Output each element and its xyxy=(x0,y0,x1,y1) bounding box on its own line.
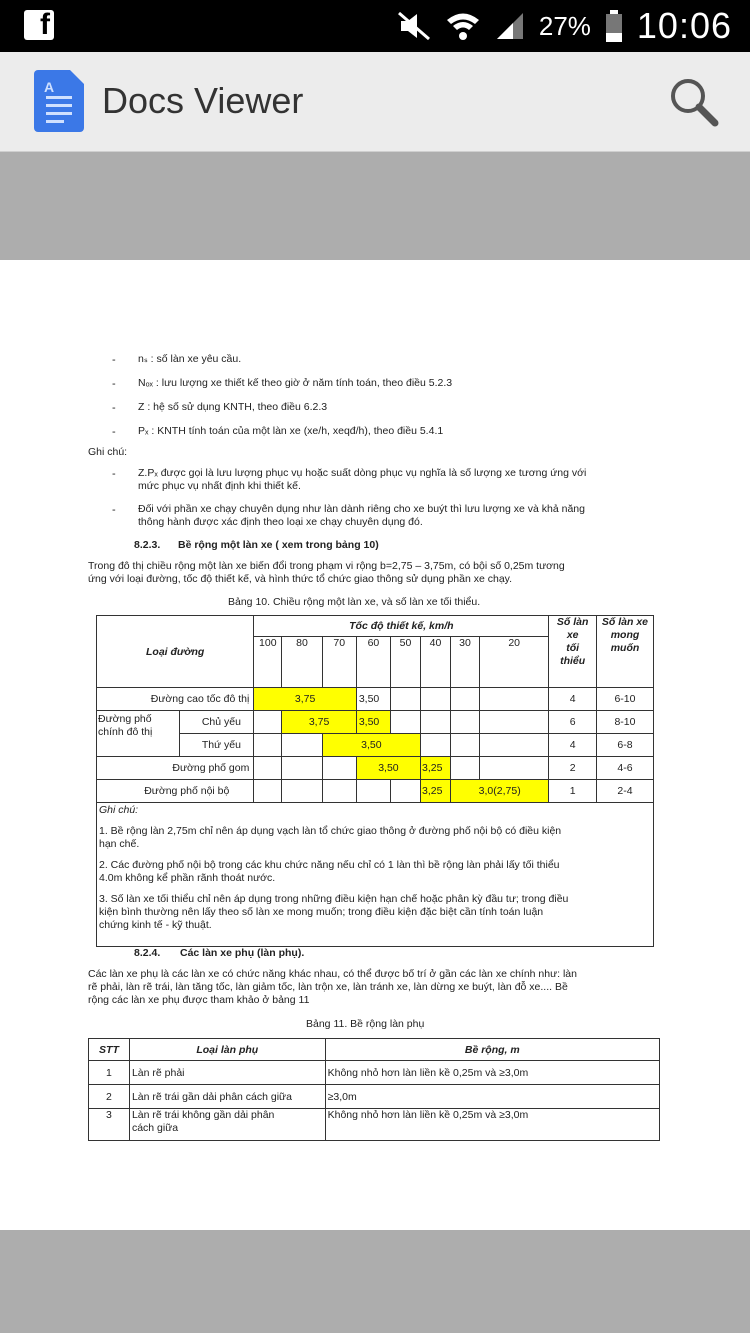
header-min-lanes: Số làn xe tối thiểu xyxy=(549,616,597,688)
table10-caption: Bảng 10. Chiều rộng một làn xe, và số làn xe tối thiểu. xyxy=(228,596,481,608)
battery-percent: 27% xyxy=(538,10,591,41)
header-speed: Tốc độ thiết kế, km/h xyxy=(254,616,549,637)
header-width: Bề rộng, m xyxy=(325,1039,659,1061)
table-row: Đường phố chính đô thị Chủ yếu 3,75 3,50 6 8-10 xyxy=(97,711,654,734)
table-notes-row: Ghi chú: 1. Bề rộng làn 2,75m chỉ nên áp dụng vạch làn tổ chức giao thông ở đường phố nội bộ có điều kiện hạn chế. 2. Các đường phố nội bộ trong các khu chức năng nếu chỉ có 1 làn thì bề rộng làn phải lấy tối thiểu 4.0m không kể phần rãnh thoát nước. 3. Số làn xe tối thiểu chỉ nên áp dụng trong những điều kiện hạn chế hoặc phân kỳ đầu tư; trong điều kiện bình thường nên lấy theo số làn xe mong muốn; trong điều kiện đặc biệt cần tính toán luận chứng kinh tế - kỹ thuật. xyxy=(97,803,654,947)
note-2-line-2: thông hành được xác định theo loại xe chạy chuyên dụng đó. xyxy=(138,516,423,528)
table-10 xyxy=(96,615,654,947)
section-number-2: 8.2.4. xyxy=(134,947,161,959)
bullet-px: Pₓ : KNTH tính toán của một làn xe (xe/h, xeqđ/h), theo điều 5.4.1 xyxy=(138,425,444,437)
header-desired-lanes: Số làn xe mong muốn xyxy=(596,616,653,688)
bullet-nox: Nₒₓ : lưu lượng xe thiết kế theo giờ ở năm tính toán, theo điều 5.2.3 xyxy=(138,377,453,389)
status-bar xyxy=(0,0,750,52)
header-stt: STT xyxy=(89,1039,130,1061)
document-page[interactable]: - nₛ : số làn xe yêu cầu. - Nₒₓ : lưu lượng xe thiết kế theo giờ ở năm tính toán, theo điều 5.2.3 - Z : hệ số sử dụng KNTH, theo điều 6.2.3 - Pₓ : KNTH tính toán của một làn xe (xe/h, xeqđ/h), theo điều 5.4.1 Ghi chú: - Z.Pₓ được gọi là lưu lượng phục vụ hoặc suất dòng phục vụ nghĩa là số lượng xe tương ứng với mức phục vụ nhất định khi thiết kế. - Đối với phần xe chạy chuyên dụng như làn dành riêng cho xe buýt thì lưu lượng xe và khả năng thông hành được xác định theo loại xe chạy chuyên dụng đó. 8.2.3. Bề rộng một làn xe ( xem trong bảng 10) Trong đô thị chiều rộng một làn xe biến đổi trong phạm vi rộng b=2,75 – 3,75m, có bội số 0,25m tương ứng với loại đường, tốc độ thiết kế, và hình thức tổ chức giao thông sử dụng phần xe chạy. Bảng 10. Chiều rộng một làn xe, và số làn xe tối thiểu. Loại đường Tốc độ thiết kế, km/h Số làn xe tối thiểu Số làn xe mong muốn 100 80 70 60 50 40 30 20 Đường cao tốc đô thị 3,75 3,50 4 6-10 Đường phố chính đô thị Chủ yếu 3,75 3,50 6 8-10 Thứ yếu 3,50 4 6-8 Đường phố gom 3,50 3,25 2 4-6 Đường phố nội bộ 3,25 3,0(2,75) 1 2-4 Ghi chú: 1. Bề rộng làn 2,75m chỉ nên áp dụng vạch làn tổ chức giao thông ở đường phố nội bộ có điều kiện hạn chế. 2. Các đường phố nội bộ trong các khu chức năng nếu chỉ có 1 làn thì bề rộng làn phải lấy tối thiểu 4.0m không kể phần rãnh thoát nước. 3. Số làn xe tối thiểu chỉ nên áp dụng trong những điều kiện hạn chế hoặc phân kỳ đầu tư; trong điều kiện bình thường nên lấy theo số làn xe mong muốn; trong điều kiện đặc biệt cần tính toán luận chứng kinh tế - kỹ thuật. 8.2.4. Các làn xe phụ (làn phụ). Các làn xe phụ là các làn xe có chức năng khác nhau, có thể được bố trí ở gần các làn xe chính như: làn rẽ phải, làn rẽ trái, làn tăng tốc, làn giảm tốc, làn trộn xe, làn tránh xe, làn dừng xe buýt, làn đỗ xe.... Bề rộng các làn xe phụ được tham khảo ở bảng 11 Bảng 11. Bề rộng làn phụ STT Loại làn phụ Bề rộng, m 1 Làn rẽ phải Không nhỏ hơn làn liền kề 0,25m và ≥3,0m 2 Làn rẽ trái gần dải phân cách giữa ≥3,0m 3 Làn rẽ trái không gần dải phân cách giữa Không nhỏ hơn làn liền kề 0,25m và ≥3,0m xyxy=(0,260,750,1230)
speed-80: 80 xyxy=(282,637,322,688)
table-row: Thứ yếu 3,50 4 6-8 xyxy=(97,734,654,757)
note-1-line-2: mức phục vụ nhất định khi thiết kế. xyxy=(138,480,301,492)
table-11 xyxy=(88,1038,660,1141)
table-row: 3 Làn rẽ trái không gần dải phân cách giữa Không nhỏ hơn làn liền kề 0,25m và ≥3,0m xyxy=(89,1109,660,1141)
bullet-z: Z : hệ số sử dụng KNTH, theo điều 6.2.3 xyxy=(138,401,328,413)
para-line-2: ứng với loại đường, tốc độ thiết kế, và hình thức tổ chức giao thông sử dụng phần xe chạy. xyxy=(88,573,513,585)
clock: 10:06 xyxy=(636,5,732,46)
header-road-type: Loại đường xyxy=(97,616,254,688)
mute-icon xyxy=(397,11,431,41)
speed-70: 70 xyxy=(322,637,356,688)
para2-line-1: Các làn xe phụ là các làn xe có chức năng khác nhau, có thể được bố trí ở gần các làn xe chính như: làn xyxy=(88,968,577,980)
viewer-background xyxy=(0,1230,750,1333)
app-title: Docs Viewer xyxy=(102,80,304,121)
app-bar xyxy=(0,52,750,152)
note-1-line-1: Z.Pₓ được gọi là lưu lượng phục vụ hoặc suất dòng phục vụ nghĩa là số lượng xe tương ứng với xyxy=(138,467,587,479)
table-row: 1 Làn rẽ phải Không nhỏ hơn làn liền kề 0,25m và ≥3,0m xyxy=(89,1061,660,1085)
bullet-ns: nₛ : số làn xe yêu cầu. xyxy=(138,353,242,365)
facebook-icon: f xyxy=(24,10,54,40)
para2-line-2: rẽ phải, làn rẽ trái, làn tăng tốc, làn giảm tốc, làn trộn xe, làn tránh xe, làn dừng xe buýt, làn đỗ xe.... Bề xyxy=(88,981,568,993)
wifi-icon xyxy=(445,11,481,41)
section-number: 8.2.3. xyxy=(134,539,161,551)
section-title: Bề rộng một làn xe ( xem trong bảng 10) xyxy=(178,539,379,551)
table-row: Đường phố gom 3,50 3,25 2 4-6 xyxy=(97,757,654,780)
para2-line-3: rộng các làn xe phụ được tham khảo ở bảng 11 xyxy=(88,994,310,1006)
docs-app-icon: A xyxy=(34,70,84,132)
note-heading: Ghi chú: xyxy=(88,446,128,458)
table11-caption: Bảng 11. Bề rộng làn phụ xyxy=(306,1018,425,1030)
signal-icon xyxy=(495,11,525,41)
speed-30: 30 xyxy=(451,637,480,688)
speed-60: 60 xyxy=(356,637,390,688)
header-lane-type: Loại làn phụ xyxy=(129,1039,325,1061)
battery-icon xyxy=(605,10,623,42)
speed-40: 40 xyxy=(421,637,451,688)
table-row: Đường phố nội bộ 3,25 3,0(2,75) 1 2-4 xyxy=(97,780,654,803)
speed-20: 20 xyxy=(480,637,549,688)
speed-100: 100 xyxy=(254,637,282,688)
table-row: 2 Làn rẽ trái gần dải phân cách giữa ≥3,0m xyxy=(89,1085,660,1109)
section-title-2: Các làn xe phụ (làn phụ). xyxy=(180,947,305,959)
search-icon[interactable] xyxy=(668,76,720,128)
note-2-line-1: Đối với phần xe chạy chuyên dụng như làn dành riêng cho xe buýt thì lưu lượng xe và khả năng xyxy=(138,503,585,515)
speed-50: 50 xyxy=(390,637,420,688)
table-row: Đường cao tốc đô thị 3,75 3,50 4 6-10 xyxy=(97,688,654,711)
para-line-1: Trong đô thị chiều rộng một làn xe biến đổi trong phạm vi rộng b=2,75 – 3,75m, có bội số 0,25m tương xyxy=(88,560,565,572)
